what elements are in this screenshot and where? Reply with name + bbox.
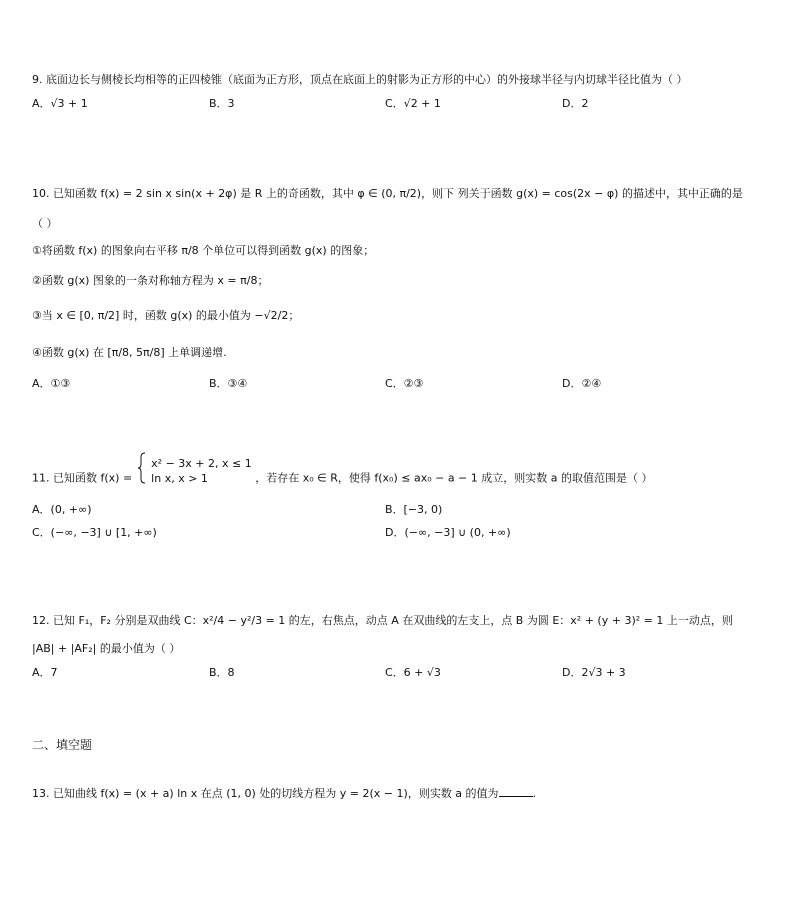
section-heading: 二、填空题 [32, 738, 93, 752]
question-12-stem-cont: |AB| + |AF₂| 的最小值为（ ） [32, 642, 181, 655]
question-10-option-d: D．②④ [562, 377, 602, 390]
question-10-stem-cont: （ ） [32, 217, 58, 230]
question-11-stem-prefix: 11. 已知函数 f(x) = [32, 471, 133, 485]
question-10-item-1: ①将函数 f(x) 的图象向右平移 π/8 个单位可以得到函数 g(x) 的图象； [32, 244, 375, 257]
piecewise-cases [151, 456, 252, 486]
question-12-option-a: A．7 [32, 666, 58, 679]
question-9-option-c: C．√2 + 1 [385, 97, 441, 110]
question-10-option-a: A．①③ [32, 377, 71, 390]
question-13-stem [32, 786, 536, 802]
question-11-option-b: B．[−3, 0) [385, 503, 443, 516]
question-11-option-c: C．(−∞, −3] ∪ [1, +∞) [32, 526, 157, 539]
question-10-option-c: C．②③ [385, 377, 424, 390]
question-12-option-d: D．2√3 + 3 [562, 666, 626, 679]
left-brace-icon [138, 452, 146, 484]
question-11-option-a: A．(0, +∞) [32, 503, 92, 516]
question-11-option-d: D．(−∞, −3] ∪ (0, +∞) [385, 526, 511, 539]
question-9-option-d: D．2 [562, 97, 589, 110]
question-10-item-4: ④函数 g(x) 在 [π/8, 5π/8] 上单调递增. [32, 346, 227, 359]
question-12-stem: 12. 已知 F₁，F₂ 分别是双曲线 C：x²/4 − y²/3 = 1 的左，右焦点，动点 A 在双曲线的左支上，点 B 为圆 E：x² + (y + 3)² = 1 上一动点，则 [32, 614, 733, 627]
question-11-stem-suffix: ，若存在 x₀ ∈ R，使得 f(x₀) ≤ ax₀ − a − 1 成立，则实数 a 的取值范围是（ ） [255, 471, 653, 485]
question-10-option-b: B．③④ [209, 377, 248, 390]
question-9-option-a: A．√3 + 1 [32, 97, 88, 110]
question-12-option-b: B．8 [209, 666, 235, 679]
question-10-item-3: ③当 x ∈ [0, π/2] 时，函数 g(x) 的最小值为 −√2/2； [32, 309, 300, 322]
piecewise-case-1: x² − 3x + 2, x ≤ 1 [151, 456, 252, 470]
answer-blank[interactable] [499, 786, 533, 797]
piecewise-brace [138, 452, 146, 489]
question-10-stem: 10. 已知函数 f(x) = 2 sin x sin(x + 2φ) 是 R 上的奇函数，其中 φ ∈ (0, π/2)，则下 列关于函数 g(x) = cos(2x − φ) 的描述中，其中正确的是 [32, 187, 743, 200]
question-12-option-c: C．6 + √3 [385, 666, 441, 679]
question-9-stem: 9. 底面边长与侧棱长均相等的正四棱锥（底面为正方形，顶点在底面上的射影为正方形的中心）的外接球半径与内切球半径比值为（ ） [32, 73, 688, 86]
piecewise-case-2: ln x, x > 1 [151, 471, 208, 485]
question-10-item-2: ②函数 g(x) 图象的一条对称轴方程为 x = π/8； [32, 274, 269, 287]
question-13-end: . [532, 787, 537, 800]
question-13-text: 13. 已知曲线 f(x) = (x + a) ln x 在点 (1, 0) 处的切线方程为 y = 2(x − 1)，则实数 a 的值为 [32, 787, 499, 800]
question-9-option-b: B．3 [209, 97, 235, 110]
question-11-stem [32, 456, 653, 489]
